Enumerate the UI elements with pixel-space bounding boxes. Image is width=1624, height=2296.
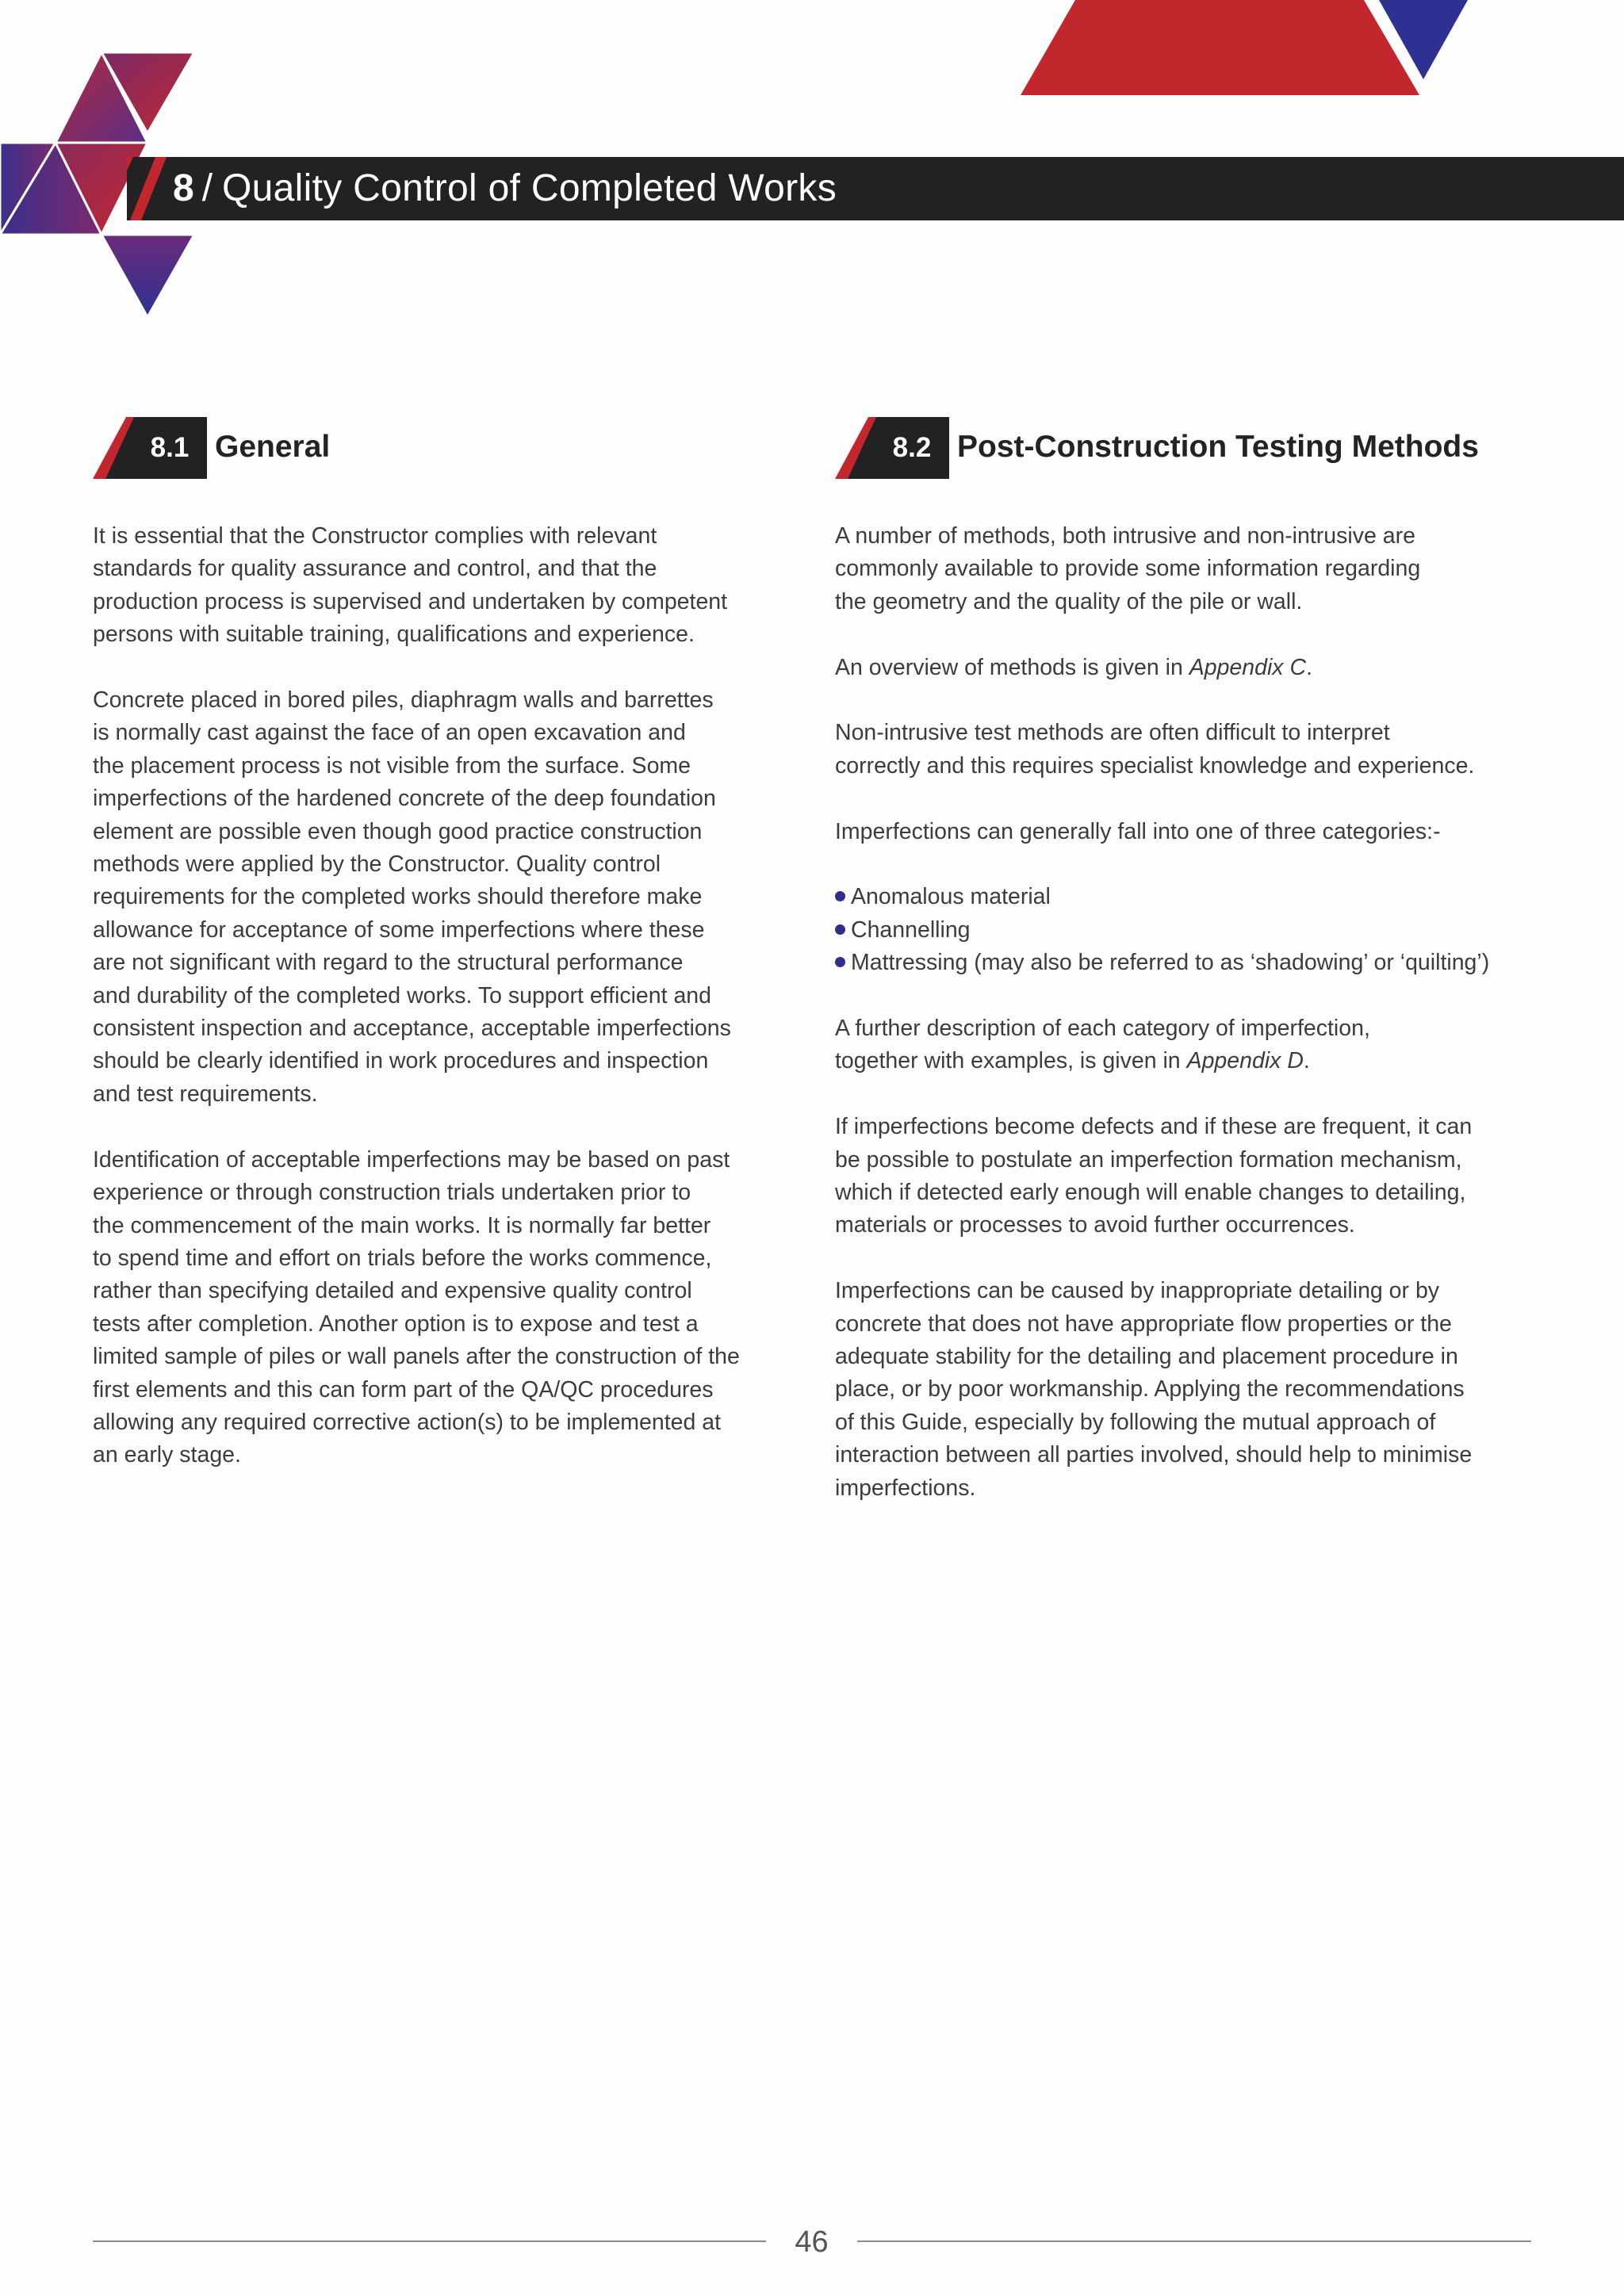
- paragraph-text: An overview of methods is given in: [835, 654, 1189, 680]
- list-item: [835, 914, 1533, 947]
- section-title: General: [215, 430, 331, 464]
- paragraph: It is essential that the Constructor complies with relevant standards for quality assurance and control, and that the production process is supervised and undertaken by competent persons with suitable training, qualifications and experience.: [93, 523, 728, 648]
- bullet-icon: [835, 924, 845, 935]
- chapter-number: 8: [173, 167, 194, 209]
- list-item: [835, 947, 1533, 979]
- section-heading: [835, 417, 1533, 479]
- section-number: 8.1: [150, 432, 190, 463]
- paragraph: A number of methods, both intrusive and non-intrusive are commonly available to provide some information regarding the geometry and the quality of the pile or wall.: [835, 523, 1421, 614]
- list-item-text: Anomalous material: [851, 884, 1051, 910]
- list-item-text: Channelling: [851, 916, 971, 943]
- paragraph: Concrete placed in bored piles, diaphragm walls and barrettes is normally cast against the face of an open excavation and the placement process is not visible from the surface. Some imperfections of the hardened concrete of the deep foundation element are possible even though good practice construction methods were applied by the Constructor. Quality control requirements for the completed works should therefore make allowance for acceptance of some imperfections where these are not significant with regard to the structural performance and durability of the completed works. To support efficient and consistent inspection and acceptance, acceptable imperfections should be clearly identified in work procedures and inspection and test requirements.: [93, 687, 731, 1107]
- corner-triangles-decoration: [0, 0, 1624, 103]
- section-general: [93, 417, 791, 1505]
- chapter-separator: /: [201, 167, 213, 209]
- appendix-reference: Appendix C: [1189, 654, 1307, 680]
- triangle-shape: [102, 235, 194, 317]
- list-item: [835, 881, 1533, 913]
- bullet-icon: [835, 957, 845, 967]
- paragraph: Imperfections can generally fall into one of three categories:-: [835, 818, 1441, 844]
- bullet-icon: [835, 891, 845, 901]
- paragraph: [835, 652, 1533, 684]
- list-item-text: Mattressing (may also be referred to as ‘shadowing’ or ‘quilting’): [851, 950, 1490, 976]
- paragraph-text: A further description of each category of imperfection, together with examples, is given in: [835, 1016, 1370, 1074]
- section-heading: [93, 417, 791, 479]
- paragraph: If imperfections become defects and if these are frequent, it can be possible to postulate an imperfection formation mechanism, which if detected early enough will enable changes to detailing, materials or processes to avoid further occurrences.: [835, 1114, 1473, 1238]
- paragraph: Imperfections can be caused by inappropriate detailing or by concrete that does not have appropriate flow properties or the adequate stability for the detailing and placement procedure in place, or by poor workmanship. Applying the recommendations of this Guide, especially by following the mutual approach of interaction between all parties involved, should help to minimise imperfections.: [835, 1278, 1473, 1501]
- paragraph-text: .: [1306, 654, 1312, 680]
- paragraph: Identification of acceptable imperfections may be based on past experience or through construction trials undertaken prior to the commencement of the main works. It is normally far better to spend time and effort on trials before the works commence, rather than specifying detailed and expensive quality control tests after completion. Another option is to expose and test a limited sample of piles or wall panels after the construction of the first elements and this can form part of the QA/QC procedures allowing any required corrective action(s) to be implemented at an early stage.: [93, 1146, 740, 1468]
- paragraph: Non-intrusive test methods are often difficult to interpret correctly and this requires specialist knowledge and experience.: [835, 720, 1475, 779]
- red-trapezoid-shape: [1021, 0, 1419, 95]
- section-number: 8.2: [892, 432, 932, 463]
- appendix-reference: Appendix D: [1186, 1048, 1304, 1074]
- page-number: 46: [795, 2225, 829, 2259]
- footer-divider-right: [857, 2241, 1531, 2242]
- section-post-construction-testing: [835, 417, 1533, 1537]
- footer-divider-left: [93, 2241, 766, 2242]
- paragraph: [835, 1012, 1533, 1078]
- chapter-title: [173, 157, 837, 220]
- section-title: Post-Construction Testing Methods: [957, 430, 1479, 464]
- chapter-title-text: Quality Control of Completed Works: [222, 167, 837, 209]
- paragraph-text: .: [1303, 1048, 1310, 1074]
- category-list: [835, 881, 1533, 979]
